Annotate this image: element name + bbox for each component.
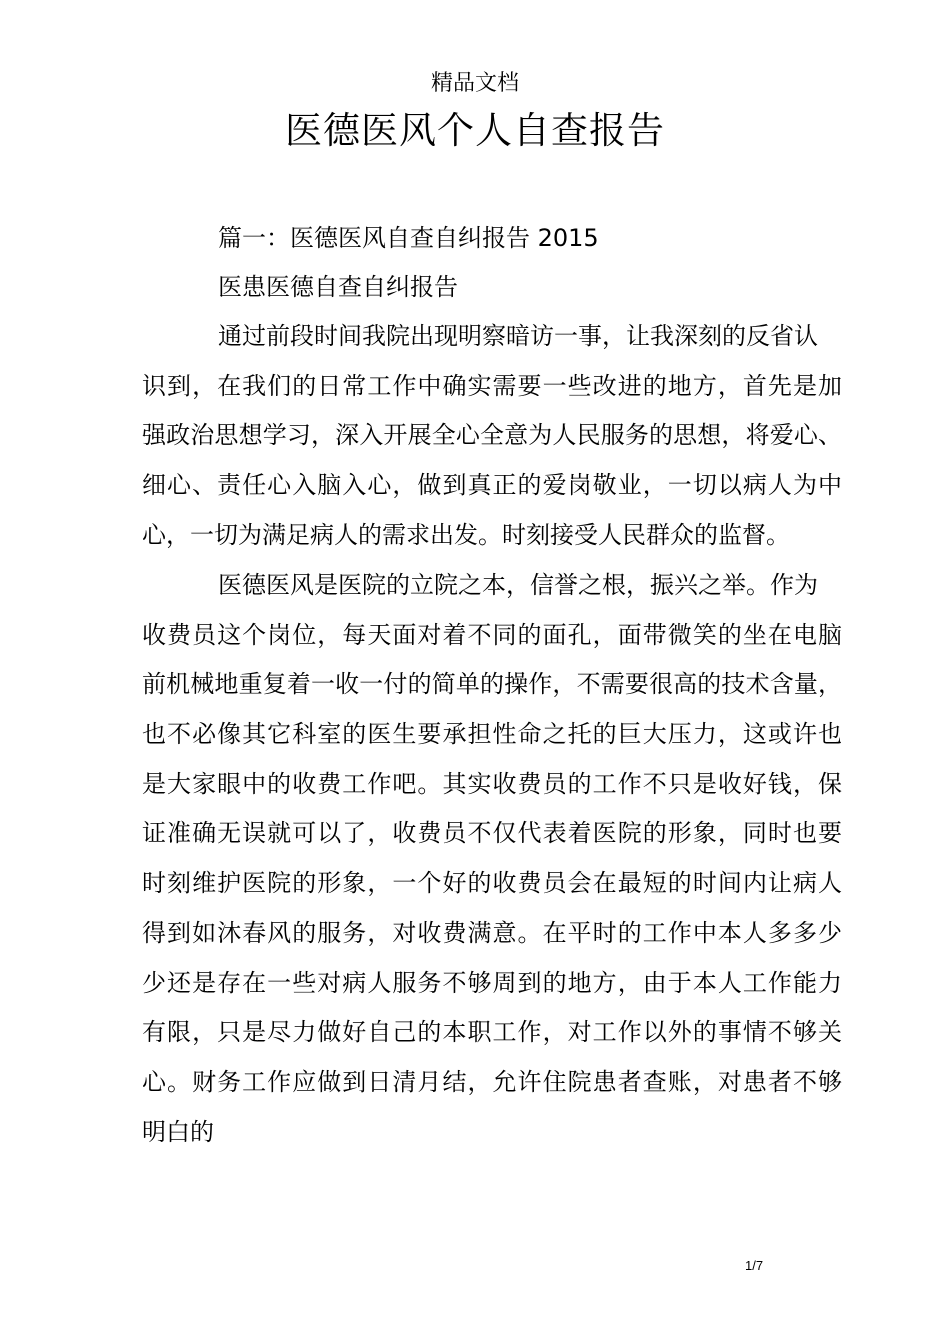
paragraph-2	[142, 569, 842, 1165]
paragraph-line: 收费员这个岗位，每天面对着不同的面孔，面带微笑的坐在电脑	[142, 620, 842, 649]
paragraph-line: 识到，在我们的日常工作中确实需要一些改进的地方，首先是加	[142, 371, 842, 400]
document-title: 医德医风个人自查报告	[285, 109, 665, 152]
sub-heading: 医患医德自查自纠报告	[218, 273, 458, 301]
paragraph-line: 强政治思想学习，深入开展全心全意为人民服务的思想，将爱心、	[142, 421, 842, 450]
paragraph-line: 证准确无误就可以了，收费员不仅代表着医院的形象，同时也要	[142, 819, 842, 848]
page-number: 1/7	[745, 1258, 764, 1273]
paragraph-line: 也不必像其它科室的医生要承担性命之托的巨大压力，这或许也	[142, 720, 842, 749]
paragraph-line: 少还是存在一些对病人服务不够周到的地方，由于本人工作能力	[142, 968, 842, 997]
paragraph-line: 医德医风是医院的立院之本，信誉之根，振兴之举。作为	[218, 571, 818, 599]
paragraph-line: 是大家眼中的收费工作吧。其实收费员的工作不只是收好钱，保	[142, 769, 842, 798]
paragraph-line: 通过前段时间我院出现明察暗访一事，让我深刻的反省认	[218, 322, 818, 350]
paragraph-line: 时刻维护医院的形象，一个好的收费员会在最短的时间内让病人	[142, 869, 842, 898]
paragraph-line: 得到如沐春风的服务，对收费满意。在平时的工作中本人多多少	[142, 918, 842, 947]
paragraph-line: 明白的	[142, 1117, 214, 1146]
paragraph-1	[142, 320, 842, 568]
page-header: 精品文档	[430, 71, 519, 96]
section-heading: 篇一：医德医风自查自纠报告 2015	[218, 224, 599, 252]
paragraph-line: 有限，只是尽力做好自己的本职工作，对工作以外的事情不够关	[142, 1018, 842, 1047]
paragraph-line: 心。财务工作应做到日清月结，允许住院患者查账，对患者不够	[142, 1067, 842, 1096]
paragraph-line: 细心、责任心入脑入心，做到真正的爱岗敬业，一切以病人为中	[142, 471, 842, 500]
paragraph-line: 心，一切为满足病人的需求出发。时刻接受人民群众的监督。	[142, 520, 790, 549]
paragraph-line: 前机械地重复着一收一付的简单的操作，不需要很高的技术含量，	[142, 670, 842, 699]
